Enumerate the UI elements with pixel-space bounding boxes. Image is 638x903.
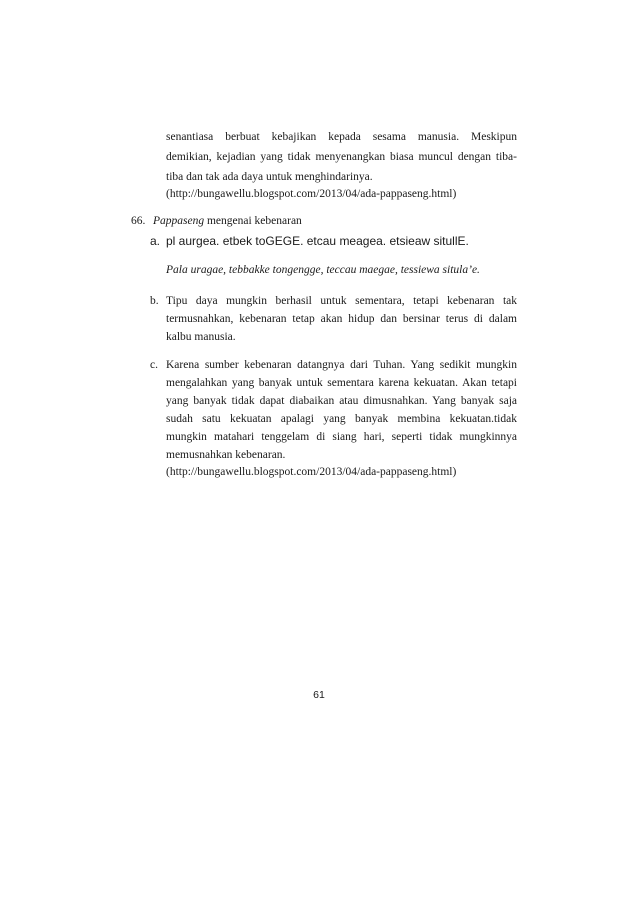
item-number: 66. — [131, 215, 146, 227]
item-a-label: a. — [150, 234, 161, 248]
item-c-line-1: Karena sumber kebenaran datangnya dari Tuhan. Yang sedikit mungkin — [166, 359, 517, 371]
item-c-label: c. — [150, 359, 158, 371]
item-title-rest: mengenai kebenaran — [204, 215, 302, 227]
lontara-text: pl aurgea. etbek toGEGE. etcau meagea. etsieaw situllE. — [166, 234, 469, 248]
item-c-line-6: memusnahkan kebenaran. — [166, 449, 286, 461]
page-number: 61 — [313, 689, 325, 701]
item-c-line-2: mengalahkan yang banyak untuk sementara karena kekuatan. Akan tetapi — [166, 377, 517, 389]
item-c-line-3: yang banyak tidak dapat diabaikan atau dimusnahkan. Yang banyak saja — [166, 395, 517, 407]
item-b-line-1: Tipu daya mungkin berhasil untuk sementara, tetapi kebenaran tak — [166, 295, 517, 307]
intro-line-3: tiba dan tak ada daya untuk menghindarinya. — [166, 171, 373, 183]
item-b-line-2: termusnahkan, kebenaran tetap akan hidup dan bersinar terus di dalam — [166, 313, 517, 325]
item-c-line-5: mungkin matahari tenggelam di siang hari, seperti tidak mungkinnya — [166, 431, 517, 443]
intro-source-link: (http://bungawellu.blogspot.com/2013/04/ada-pappaseng.html) — [166, 188, 457, 200]
intro-line-1: senantiasa berbuat kebajikan kepada sesama manusia. Meskipun — [166, 131, 517, 143]
intro-line-2: demikian, kejadian yang tidak menyenangkan biasa muncul dengan tiba- — [166, 151, 517, 163]
transliteration-text: Pala uragae, tebbakke tongengge, teccau maegae, tessiewa situla’e. — [166, 264, 480, 276]
item-b-label: b. — [150, 295, 159, 307]
item-title-italic: Pappaseng — [153, 215, 205, 227]
item-b-line-3: kalbu manusia. — [166, 331, 236, 343]
item-c-line-4: sudah satu kekuatan apalagi yang banyak membina kekuatan.tidak — [166, 413, 517, 425]
item-title — [153, 214, 302, 228]
item-c-source-link: (http://bungawellu.blogspot.com/2013/04/ada-pappaseng.html) — [166, 466, 457, 478]
